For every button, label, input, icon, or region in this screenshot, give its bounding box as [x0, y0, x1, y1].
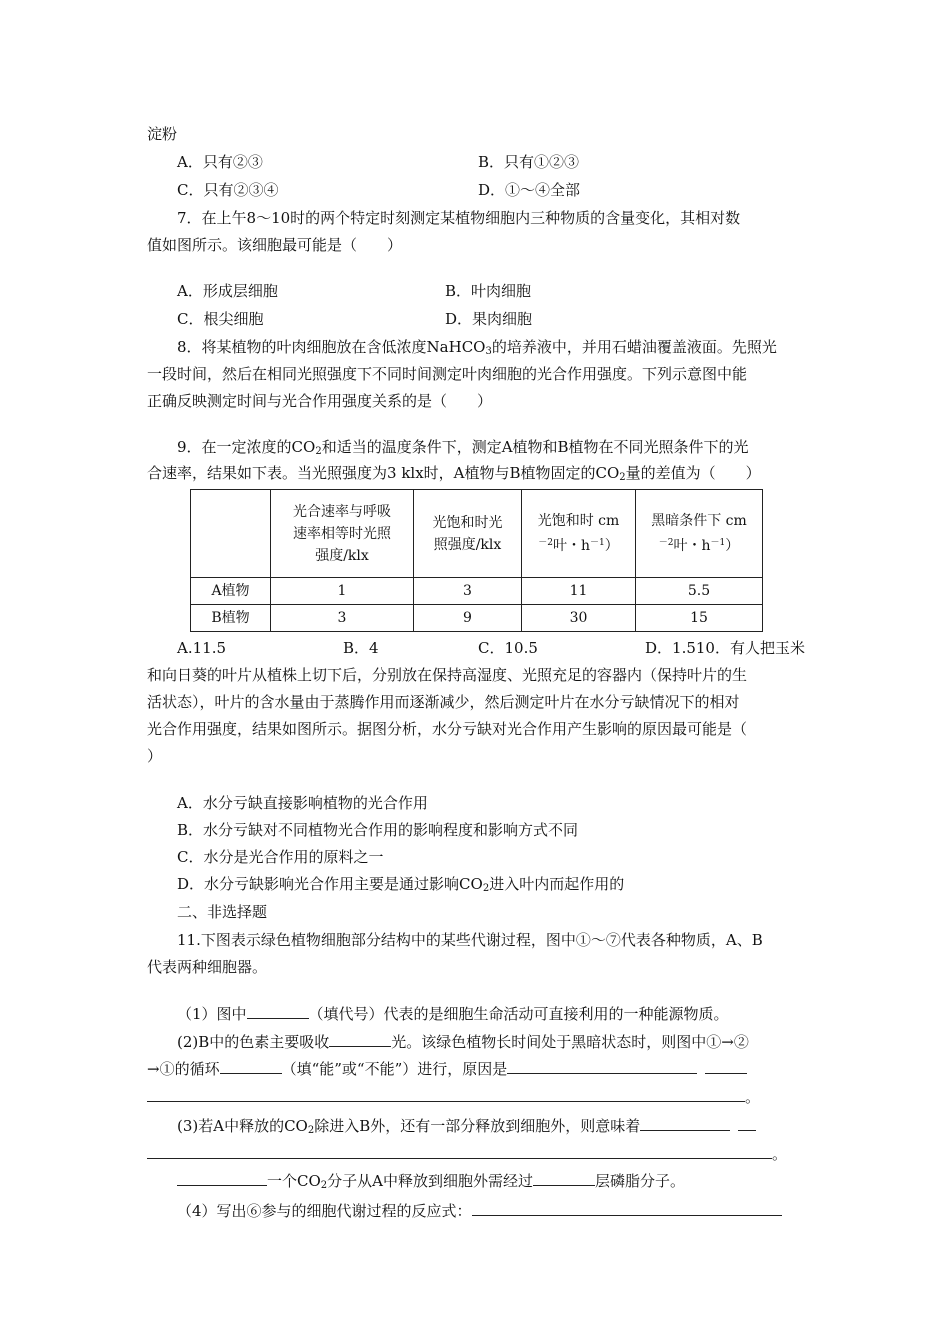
q8-stem-line3: 正确反映测定时间与光合作用强度关系的是（ ）	[147, 392, 493, 410]
table-cell: 9	[414, 605, 522, 632]
table-cell: 5.5	[636, 578, 763, 605]
q9-option-b: B．4	[343, 639, 379, 657]
table-cell: 15	[636, 605, 763, 632]
q11-part2-line3: 。	[147, 1086, 760, 1107]
answer-blank[interactable]	[705, 1058, 747, 1074]
answer-blank[interactable]	[507, 1058, 697, 1074]
q6-option-c: C．只有②③④	[177, 181, 279, 199]
table-header-row	[191, 490, 763, 578]
q6-option-d: D．①～④全部	[478, 181, 581, 199]
table-row	[191, 605, 763, 632]
q6-option-a: A．只有②③	[177, 153, 263, 171]
answer-blank[interactable]	[533, 1170, 595, 1186]
header-compensation-point: 光合速率与呼吸 速率相等时光照 强度/klx	[271, 490, 414, 578]
q10-option-d: D．水分亏缺影响光合作用主要是通过影响$CO_2$进入叶内而起作用的	[177, 875, 625, 894]
q10-option-c: C．水分是光合作用的原料之一	[177, 848, 384, 866]
q7-stem-line1: 7．在上午8～10时的两个特定时刻测定某植物细胞内三种物质的含量变化，其相对数	[177, 209, 741, 227]
q11-part3-line1: (3)若A中释放的$CO_2$除进入B外，还有一部分释放到细胞外，则意味着	[177, 1115, 756, 1141]
q10-stem-line3: 光合作用强度，结果如图所示。据图分析，水分亏缺对光合作用产生影响的原因最可能是（	[147, 720, 748, 738]
q11-part3-line2: 。	[147, 1143, 787, 1164]
table-corner-cell	[191, 490, 271, 578]
table-row	[191, 578, 763, 605]
q9-option-a: A.11.5	[177, 639, 226, 657]
q7-option-c: C．根尖细胞	[177, 310, 264, 328]
answer-blank[interactable]	[177, 1170, 267, 1186]
header-dark-rate: 黑暗条件下 cm $^{-2}$叶・$h^{-1}$）	[636, 490, 763, 578]
q9-stem-line2: 合速率，结果如下表。当光照强度为3 klx时，A植物与B植物固定的$CO_2$量的差值为（ ）	[147, 464, 761, 483]
table-cell: 1	[271, 578, 414, 605]
answer-blank[interactable]	[220, 1058, 282, 1074]
q11-part2-line1: (2)B中的色素主要吸收 光。该绿色植物长时间处于黑暗状态时，则图中①→②	[177, 1033, 749, 1051]
q9-option-d: D．1.510．有人把玉米	[645, 639, 805, 657]
q11-part1: （1）图中 （填代号）代表的是细胞生命活动可直接利用的一种能源物质。	[177, 1005, 729, 1023]
q9-stem-line1: 9．在一定浓度的$CO_2$和适当的温度条件下，测定A植物和B植物在不同光照条件下的光	[177, 438, 749, 457]
q11-part3-line3: 一个$CO_2$分子从A中释放到细胞外需经过 层磷脂分子。	[177, 1170, 685, 1196]
q7-option-a: A．形成层细胞	[177, 282, 278, 300]
q9-data-table	[190, 489, 763, 632]
q9-option-c: C．10.5	[478, 639, 538, 657]
q6-option-b: B．只有①②③	[478, 153, 580, 171]
q10-stem-line1: 和向日葵的叶片从植株上切下后，分别放在保持高湿度、光照充足的容器内（保持叶片的生	[147, 666, 748, 684]
q7-stem-line2: 值如图所示。该细胞最可能是（ ）	[147, 236, 403, 254]
answer-blank[interactable]	[472, 1200, 782, 1216]
continuation-text: 淀粉	[147, 125, 178, 143]
table-cell: 30	[522, 605, 636, 632]
q10-stem-line2: 活状态），叶片的含水量由于蒸腾作用而逐渐减少，然后测定叶片在水分亏缺情况下的相对	[147, 693, 740, 711]
row-label: A植物	[191, 578, 271, 605]
q10-stem-line4: ）	[147, 747, 163, 765]
q11-part4: （4）写出⑥参与的细胞代谢过程的反应式：	[177, 1200, 782, 1221]
answer-blank[interactable]	[247, 1003, 309, 1019]
header-saturation-rate: 光饱和时 cm $^{-2}$叶・$h^{-1}$）	[522, 490, 636, 578]
answer-blank[interactable]	[640, 1115, 730, 1131]
q11-part2-line2: →①的循环 （填“能”或“不能”）进行，原因是	[147, 1058, 747, 1079]
answer-blank[interactable]	[329, 1031, 391, 1047]
answer-blank[interactable]	[738, 1115, 756, 1131]
q8-stem-line2: 一段时间，然后在相同光照强度下不同时间测定叶肉细胞的光合作用强度。下列示意图中能	[147, 365, 748, 383]
table-cell: 3	[271, 605, 414, 632]
answer-blank[interactable]	[147, 1086, 745, 1102]
q10-option-a: A．水分亏缺直接影响植物的光合作用	[177, 794, 428, 812]
q7-option-d: D．果肉细胞	[445, 310, 533, 328]
q7-option-b: B．叶肉细胞	[445, 282, 532, 300]
q11-stem-line2: 代表两种细胞器。	[147, 958, 268, 976]
section-title: 二、非选择题	[177, 903, 268, 921]
table-cell: 3	[414, 578, 522, 605]
q11-stem-line1: 11.下图表示绿色植物细胞部分结构中的某些代谢过程，图中①～⑦代表各种物质，A、B	[177, 931, 763, 949]
row-label: B植物	[191, 605, 271, 632]
table-cell: 11	[522, 578, 636, 605]
answer-blank[interactable]	[147, 1143, 772, 1159]
header-saturation-light: 光饱和时光 照强度/klx	[414, 490, 522, 578]
q8-stem-line1: 8．将某植物的叶肉细胞放在含低浓度NaHCO$_3$的培养液中，并用石蜡油覆盖液面。先照光	[177, 338, 777, 357]
q10-option-b: B．水分亏缺对不同植物光合作用的影响程度和影响方式不同	[177, 821, 579, 839]
